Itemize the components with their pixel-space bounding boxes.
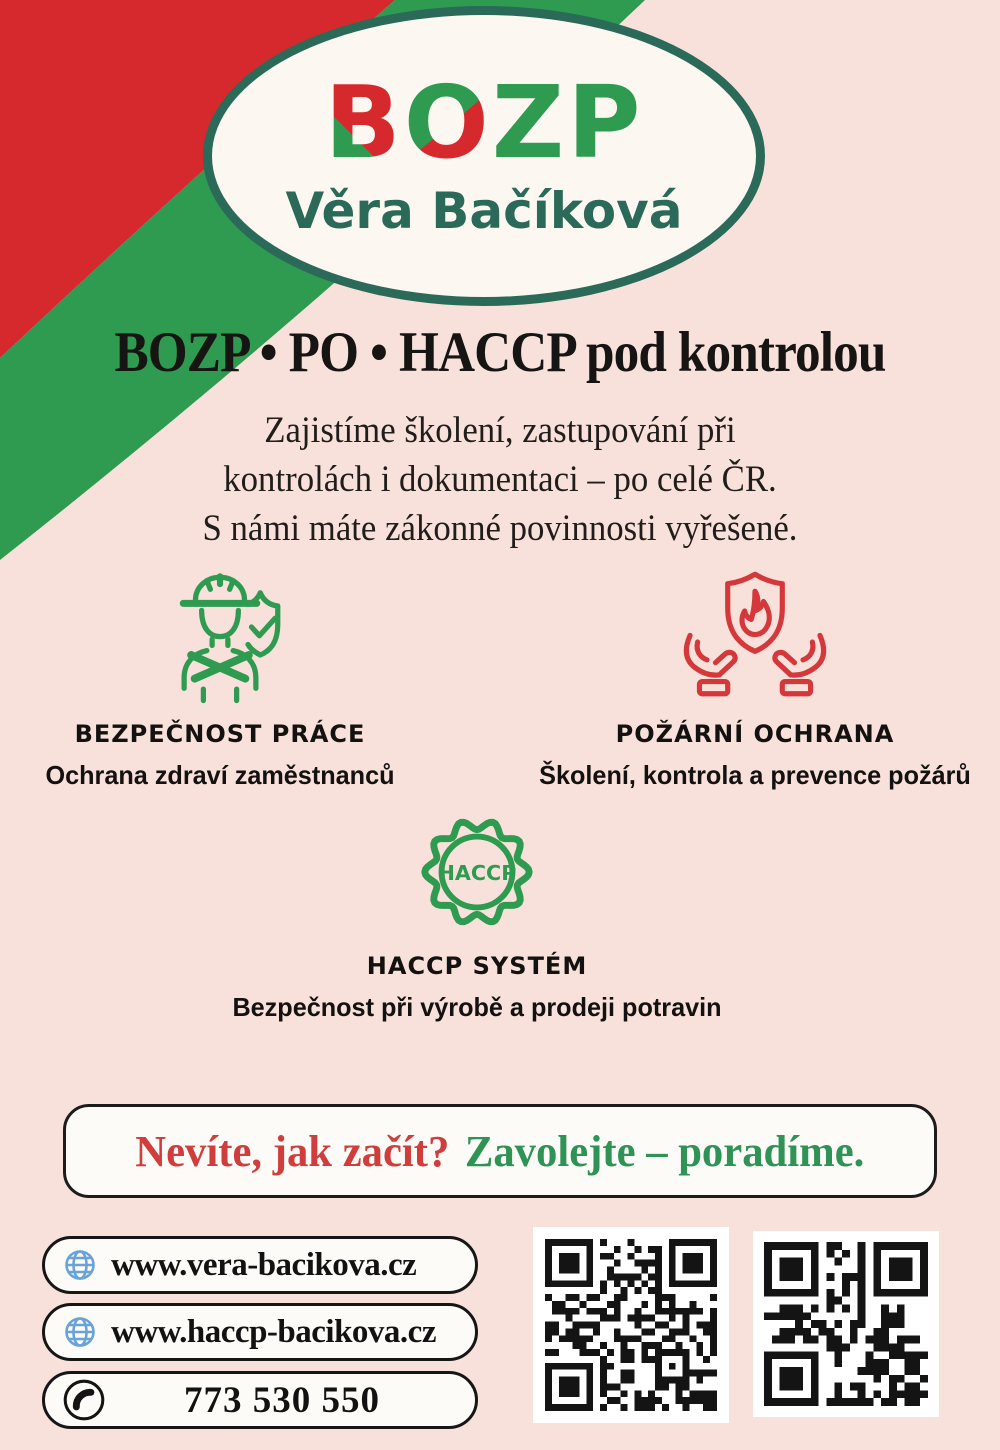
cta-banner [63, 1104, 937, 1198]
cta-question: Nevíte, jak začít? [135, 1126, 450, 1176]
logo-brand-text: BOZP [324, 64, 644, 181]
phone-contact[interactable] [42, 1371, 478, 1429]
intro-line-1: Zajistíme školení, zastupování při [264, 410, 736, 451]
haccp-badge-text: HACCP [437, 860, 517, 885]
service-title-haccp: HACCP SYSTÉM [366, 952, 588, 980]
service-bezpecnost-prace [10, 564, 430, 791]
service-title-bezpecnost: BEZPEČNOST PRÁCE [74, 720, 366, 748]
website-url-vera: www.vera-bacikova.cz [111, 1246, 417, 1283]
intro-line-2: kontrolách i dokumentaci – po celé ČR. [223, 459, 777, 500]
headline: BOZP • PO • HACCP pod kontrolou [114, 321, 886, 384]
service-pozarni-ochrana [530, 564, 980, 791]
haccp-seal-icon [413, 808, 541, 936]
website-link-haccp[interactable] [42, 1303, 478, 1361]
worker-shield-icon [145, 564, 295, 704]
fire-shield-hands-icon [675, 564, 835, 704]
phone-icon [61, 1377, 107, 1423]
cta-line [135, 1126, 864, 1177]
service-desc-bezpecnost: Ochrana zdraví zaměstnanců [45, 760, 395, 790]
globe-icon [61, 1313, 99, 1351]
qr-code-1 [533, 1227, 729, 1423]
phone-number: 773 530 550 [184, 1379, 380, 1421]
logo-oval [203, 6, 765, 306]
service-desc-haccp: Bezpečnost při výrobě a prodeji potravin [232, 992, 722, 1022]
service-desc-pozarni: Školení, kontrola a prevence požárů [539, 760, 971, 790]
qr-code-2 [753, 1231, 939, 1417]
logo-owner-text: Věra Bačíková [285, 182, 683, 240]
website-link-vera[interactable] [42, 1236, 478, 1294]
globe-icon [61, 1246, 99, 1284]
cta-answer: Zavolejte – poradíme. [465, 1126, 865, 1176]
intro-line-3: S námi máte zákonné povinnosti vyřešené. [202, 508, 798, 549]
service-haccp-system [0, 808, 977, 1023]
website-url-haccp: www.haccp-bacikova.cz [111, 1313, 436, 1350]
service-title-pozarni: POŽÁRNÍ OCHRANA [615, 720, 895, 748]
intro-text [30, 406, 970, 553]
